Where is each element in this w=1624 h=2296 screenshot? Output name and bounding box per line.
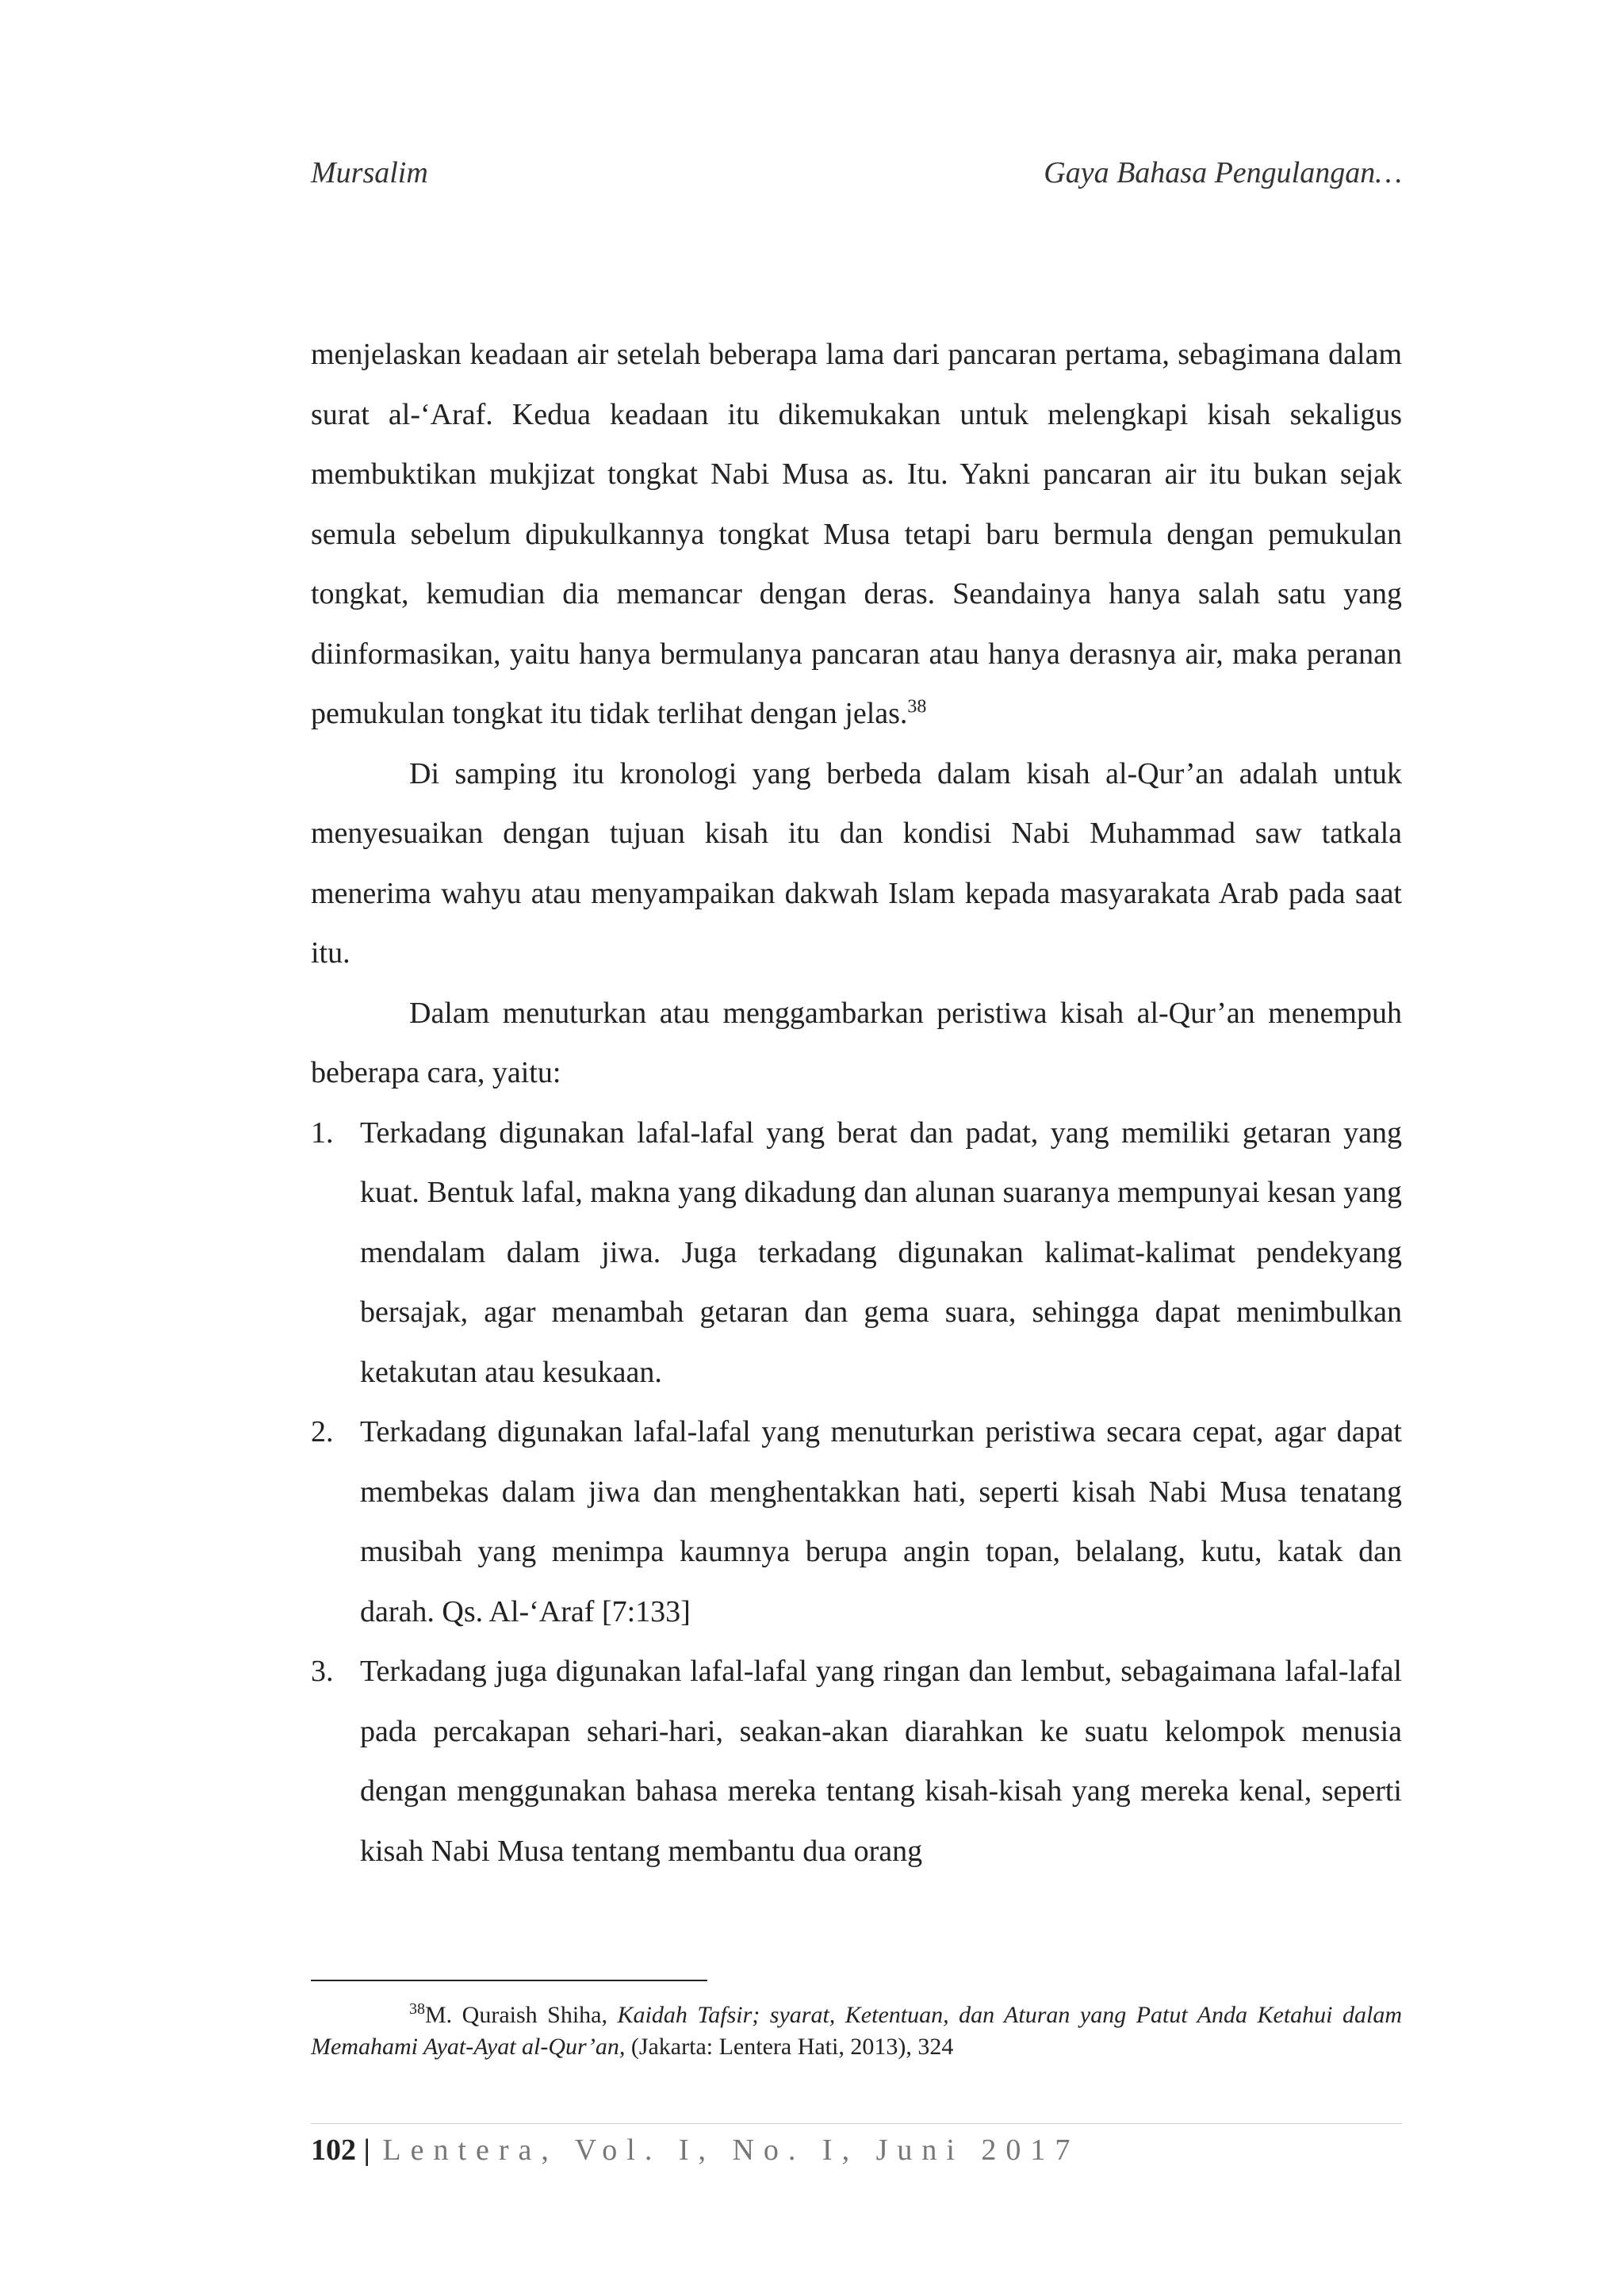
running-header: [311, 155, 1402, 195]
footnote-publication: (Jakarta: Lentera Hati, 2013), 324: [625, 2034, 954, 2060]
page-number: 102: [311, 2133, 356, 2167]
body-text: [311, 325, 1402, 1881]
footnote-author: M. Quraish Shiha,: [425, 2002, 618, 2028]
footnote: [311, 1999, 1402, 2063]
footnote-book-title: Kaidah Tafsir; syarat, Ketentuan, dan Aturan yang Patut Anda Ketahui dalam Memahami Ayat-Ayat al-Qur’an,: [311, 2002, 1402, 2060]
list-item-text: Terkadang digunakan lafal-lafal yang menuturkan peristiwa secara cepat, agar dapat membekas dalam jiwa dan menghentakkan hati, seperti kisah Nabi Musa tenatang musibah yang menimpa kaumnya berupa angin topan, belalang, kutu, katak dan darah. Qs. Al-‘Araf [7:133]: [360, 1415, 1402, 1628]
list-item-text: Terkadang juga digunakan lafal-lafal yang ringan dan lembut, sebagaimana lafal-lafal pada percakapan sehari-hari, seakan-akan diarahkan ke suatu kelompok menusia dengan menggunakan bahasa mereka tentang kisah-kisah yang mereka kenal, seperti kisah Nabi Musa tentang membantu dua orang: [360, 1655, 1402, 1868]
paragraph-3: Dalam menuturkan atau menggambarkan peristiwa kisah al-Qur’an menempuh beberapa cara, yaitu:: [311, 996, 1402, 1089]
footer-separator: |: [363, 2133, 370, 2167]
paragraph-2: Di samping itu kronologi yang berbeda dalam kisah al-Qur’an adalah untuk menyesuaikan dengan tujuan kisah itu dan kondisi Nabi Muhammad saw tatkala menerima wahyu atau menyampaikan dakwah Islam kepada masyarakata Arab pada saat itu.: [311, 756, 1402, 970]
footnote-number: 38: [409, 2000, 425, 2018]
list-item: [311, 1402, 1402, 1642]
list-item-number: 3.: [311, 1655, 334, 1688]
list-item-text: Terkadang digunakan lafal-lafal yang berat dan padat, yang memiliki getaran yang kuat. Bentuk lafal, makna yang dikadung dan alunan suaranya mempunyai kesan yang mendalam dalam jiwa. Juga terkadang digunakan kalimat-kalimat pendekyang bersajak, agar menambah getaran dan gema suara, sehingga dapat menimbulkan ketakutan atau kesukaan.: [360, 1115, 1402, 1389]
page-footer: [311, 2133, 1079, 2168]
numbered-list: [311, 1104, 1402, 1882]
list-item-number: 2.: [311, 1415, 334, 1448]
paragraph-1: [311, 325, 1402, 744]
header-author: Mursalim: [311, 156, 428, 189]
paragraph-1-text: menjelaskan keadaan air setelah beberapa lama dari pancaran pertama, sebagimana dalam surat al-‘Araf. Kedua keadaan itu dikemukakan untuk melengkapi kisah sekaligus membuktikan mukjizat tongkat Nabi Musa as. Itu. Yakni pancaran air itu bukan sejak semula sebelum dipukulkannya tongkat Musa tetapi baru bermula dengan pemukulan tongkat, kemudian dia memancar dengan deras. Seandainya hanya salah satu yang diinformasikan, yaitu hanya bermulanya pancaran atau hanya derasnya air, maka peranan pemukulan tongkat itu tidak terlihat dengan jelas.: [311, 338, 1402, 730]
header-title: Gaya Bahasa Pengulangan…: [1044, 156, 1402, 189]
list-item: [311, 1104, 1402, 1403]
footnote-divider: [311, 1980, 707, 1981]
footnote-reference: 38: [907, 696, 927, 718]
list-item-number: 1.: [311, 1115, 334, 1150]
footer-divider: [311, 2123, 1402, 2124]
list-item: [311, 1642, 1402, 1881]
journal-citation: Lentera, Vol. I, No. I, Juni 2017: [382, 2133, 1080, 2167]
